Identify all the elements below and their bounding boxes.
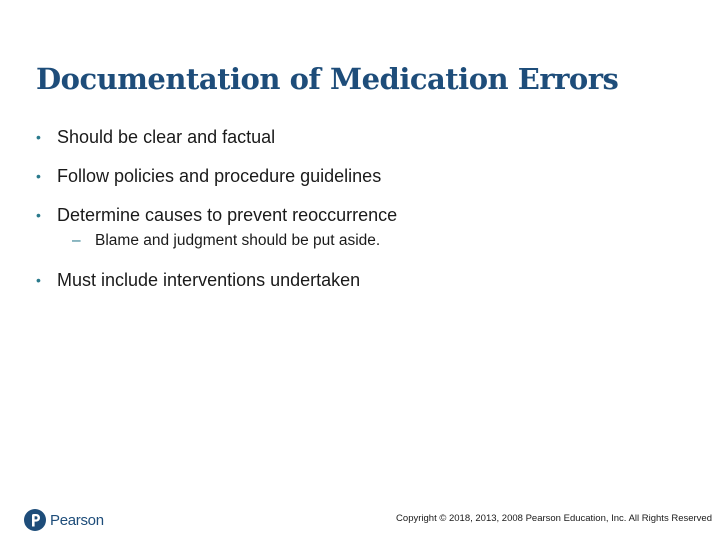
sub-bullet-group bbox=[36, 229, 696, 253]
bullet-marker: • bbox=[36, 272, 41, 288]
sub-bullet-list bbox=[36, 229, 696, 253]
sub-bullet-marker: – bbox=[72, 232, 81, 249]
bullet-marker: • bbox=[36, 129, 41, 145]
bullet-text: Follow policies and procedure guidelines bbox=[57, 166, 382, 186]
pearson-logo bbox=[24, 509, 104, 531]
bullet-marker: • bbox=[36, 168, 41, 184]
sub-bullet-item bbox=[36, 229, 696, 253]
bullet-item bbox=[36, 267, 696, 294]
bullet-text: Should be clear and factual bbox=[57, 127, 276, 147]
slide-title: Documentation of Medication Errors bbox=[36, 62, 619, 96]
bullet-item bbox=[36, 124, 696, 151]
bullet-item bbox=[36, 163, 696, 190]
bullet-item bbox=[36, 202, 696, 229]
sub-bullet-text: Blame and judgment should be put aside. bbox=[95, 232, 381, 249]
logo-wordmark: Pearson bbox=[50, 511, 104, 529]
bullet-text: Must include interventions undertaken bbox=[57, 270, 361, 290]
bullet-marker: • bbox=[36, 207, 41, 223]
bullet-text: Determine causes to prevent reoccurrence bbox=[57, 205, 398, 225]
pearson-p-icon bbox=[24, 509, 46, 531]
bullet-list bbox=[36, 124, 696, 294]
copyright-notice: Copyright © 2018, 2013, 2008 Pearson Education, Inc. All Rights Reserved bbox=[396, 513, 712, 524]
